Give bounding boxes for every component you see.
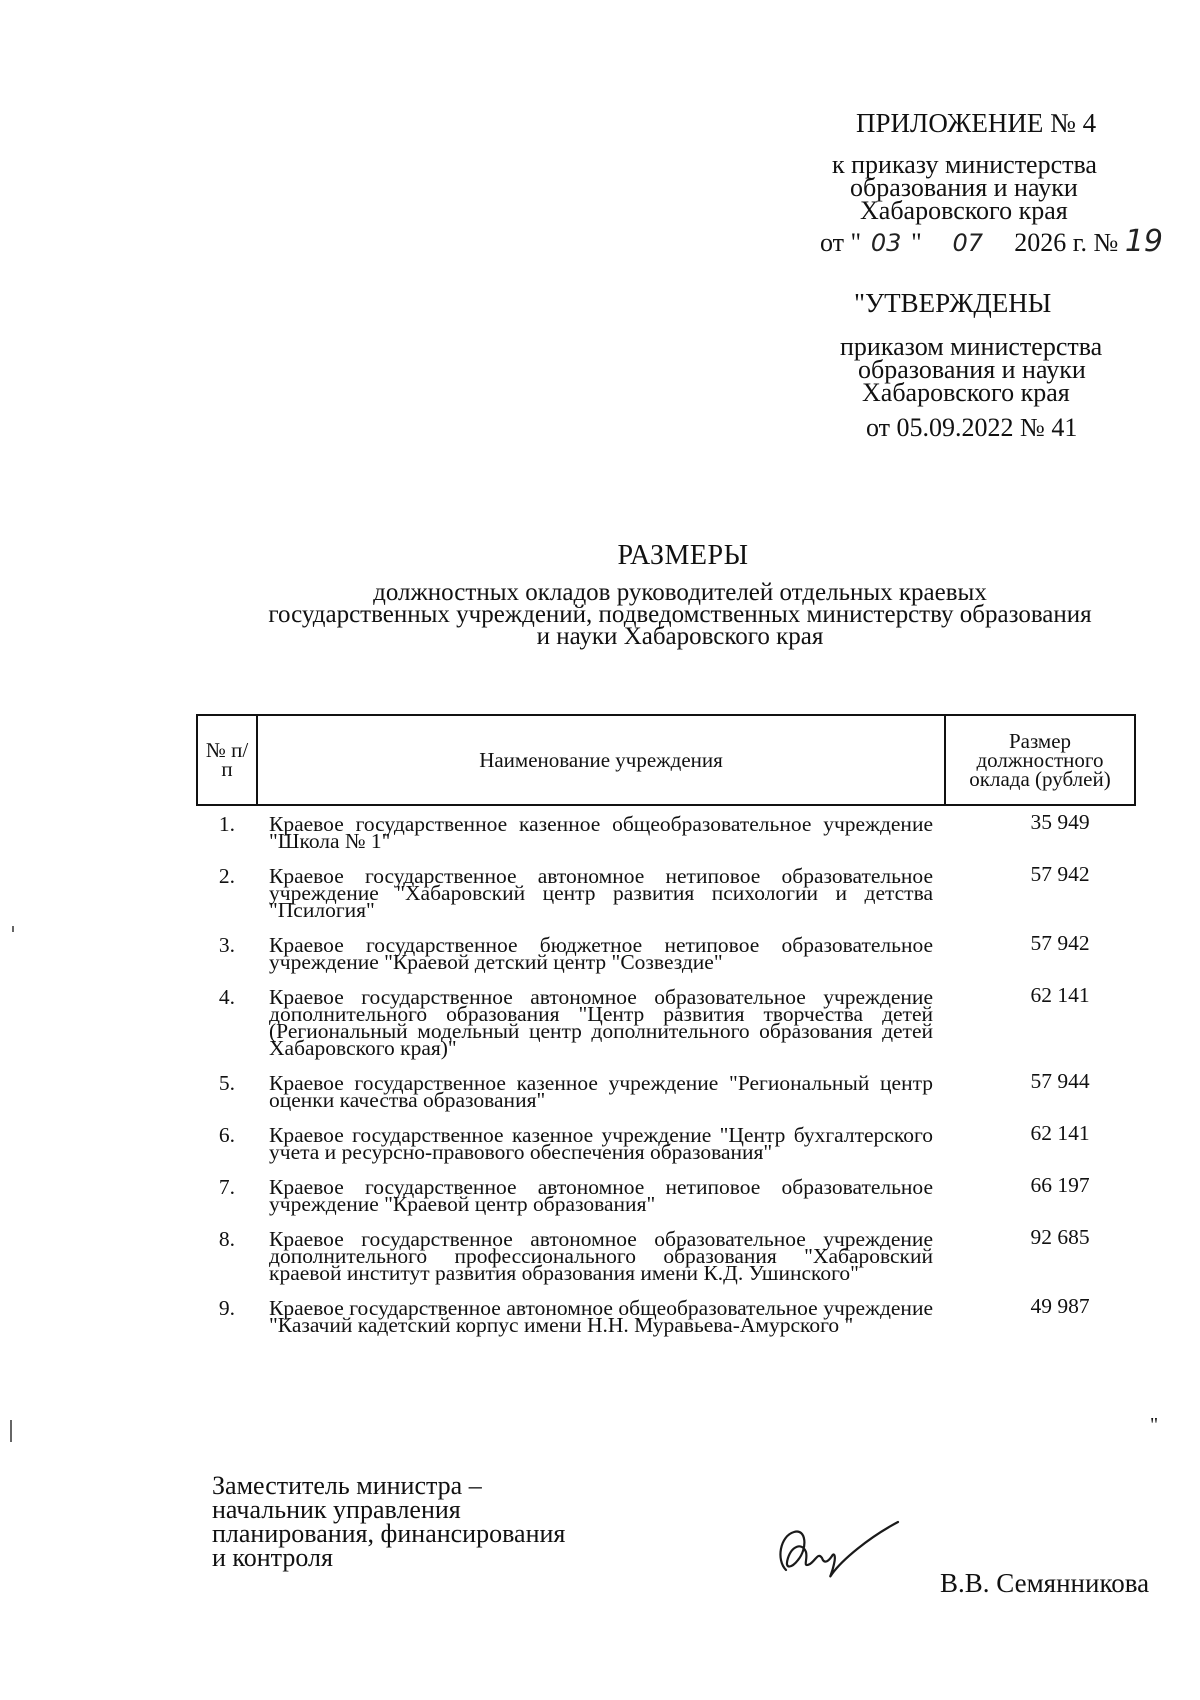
row-number: 5. bbox=[218, 1071, 235, 1095]
appendix-date-line bbox=[820, 224, 1163, 259]
table-row bbox=[197, 1221, 1135, 1290]
appendix-line-3: Хабаровского края bbox=[860, 196, 1068, 225]
institution-name: Краевое государственное автономное нетиповое образовательное учреждение "Краевой центр образования" bbox=[269, 1175, 933, 1216]
signer-line-3: планирования, финансирования bbox=[212, 1519, 566, 1548]
table-row bbox=[197, 1117, 1135, 1169]
institution-name: Краевое государственное казенное учреждение "Центр бухгалтерского учета и ресурсно-правового обеспечения образования" bbox=[269, 1123, 933, 1164]
approved-date: от 05.09.2022 № 41 bbox=[866, 413, 1078, 442]
row-number: 6. bbox=[218, 1123, 235, 1147]
handwritten-day: 03 bbox=[870, 229, 902, 257]
table-row bbox=[197, 1169, 1135, 1221]
table-row bbox=[197, 805, 1135, 858]
institution-name: Краевое государственное автономное образовательное учреждение дополнительного профессионального образования "Хабаровский краевой институт развития образования имени К.Д. Ушинского" bbox=[269, 1227, 933, 1285]
salary-table-wrap bbox=[196, 714, 1134, 1342]
row-number: 8. bbox=[218, 1227, 235, 1251]
salary-value: 62 141 bbox=[1030, 1121, 1090, 1145]
subtitle-line-1: должностных окладов руководителей отдельных краевых bbox=[373, 579, 987, 606]
approved-line-3: Хабаровского края bbox=[862, 378, 1070, 407]
signer-name: В.В. Семянникова bbox=[940, 1568, 1150, 1598]
approved-line-2: образования и науки bbox=[858, 355, 1086, 384]
row-number: 2. bbox=[218, 864, 235, 888]
signer-line-2: начальник управления bbox=[212, 1495, 461, 1524]
table-row bbox=[197, 1065, 1135, 1117]
subtitle-line-2: государственных учреждений, подведомственных министерству образования bbox=[268, 601, 1092, 628]
row-number: 1. bbox=[218, 812, 235, 836]
signer-position bbox=[212, 1471, 652, 1572]
header-name: Наименование учреждения bbox=[257, 715, 945, 805]
appendix-title: ПРИЛОЖЕНИЕ № 4 bbox=[856, 108, 1097, 138]
scan-dot-mark bbox=[12, 926, 14, 932]
salary-value: 35 949 bbox=[1030, 810, 1090, 834]
institution-name: Краевое государственное казенное общеобразовательное учреждение "Школа № 1" bbox=[269, 812, 933, 853]
appendix-block bbox=[820, 108, 1163, 259]
handwritten-month: 07 bbox=[952, 229, 984, 257]
header-salary: Размер должностного оклада (рублей) bbox=[945, 715, 1135, 805]
document-subtitle bbox=[200, 579, 1160, 650]
salary-value: 57 942 bbox=[1030, 862, 1090, 886]
handwritten-signature bbox=[772, 1508, 902, 1588]
handwritten-order-number: 19 bbox=[1124, 224, 1163, 259]
table-row bbox=[197, 927, 1135, 979]
row-number: 9. bbox=[218, 1296, 235, 1320]
row-number: 7. bbox=[218, 1175, 235, 1199]
date-quote: " bbox=[911, 228, 922, 257]
date-year: 2026 г. № bbox=[1014, 228, 1119, 257]
scan-edge-mark bbox=[10, 1420, 12, 1442]
salary-value: 57 944 bbox=[1030, 1069, 1090, 1093]
signer-line-1: Заместитель министра – bbox=[212, 1471, 482, 1500]
salary-table bbox=[196, 714, 1136, 1342]
salary-value: 62 141 bbox=[1030, 983, 1090, 1007]
approved-block bbox=[840, 288, 1170, 442]
appendix-line-1: к приказу министерства bbox=[832, 150, 1097, 179]
approved-line-1: приказом министерства bbox=[840, 332, 1103, 361]
salary-value: 92 685 bbox=[1030, 1225, 1090, 1249]
salary-value: 49 987 bbox=[1030, 1294, 1090, 1318]
closing-quote: " bbox=[1150, 1414, 1159, 1436]
appendix-line-2: образования и науки bbox=[850, 173, 1078, 202]
approved-title: "УТВЕРЖДЕНЫ bbox=[854, 288, 1052, 318]
institution-name: Краевое государственное бюджетное нетиповое образовательное учреждение "Краевой детский центр "Созвездие" bbox=[269, 933, 933, 974]
date-prefix: от " bbox=[820, 228, 862, 257]
table-row bbox=[197, 858, 1135, 927]
table-header-row bbox=[197, 715, 1135, 805]
institution-name: Краевое государственное автономное общеобразовательное учреждение "Казачий кадетский корпус имени Н.Н. Муравьева-Амурского " bbox=[269, 1296, 933, 1337]
table-row bbox=[197, 979, 1135, 1065]
document-title: РАЗМЕРЫ bbox=[617, 540, 749, 571]
subtitle-line-3: и науки Хабаровского края bbox=[536, 623, 824, 650]
institution-name: Краевое государственное автономное нетиповое образовательное учреждение "Хабаровский центр развития психологии и детства "Псилогия" bbox=[269, 864, 933, 922]
row-number: 3. bbox=[218, 933, 235, 957]
institution-name: Краевое государственное автономное образовательное учреждение дополнительного образования "Центр развития творчества детей (Региональный модельный центр дополнительного образования детей Хабаровского края)" bbox=[269, 985, 933, 1060]
row-number: 4. bbox=[218, 985, 235, 1009]
salary-value: 57 942 bbox=[1030, 931, 1090, 955]
salary-value: 66 197 bbox=[1030, 1173, 1090, 1197]
signer-line-4: и контроля bbox=[212, 1543, 333, 1572]
institution-name: Краевое государственное казенное учреждение "Региональный центр оценки качества образования" bbox=[269, 1071, 933, 1112]
table-row bbox=[197, 1290, 1135, 1342]
header-number: № п/п bbox=[197, 715, 257, 805]
